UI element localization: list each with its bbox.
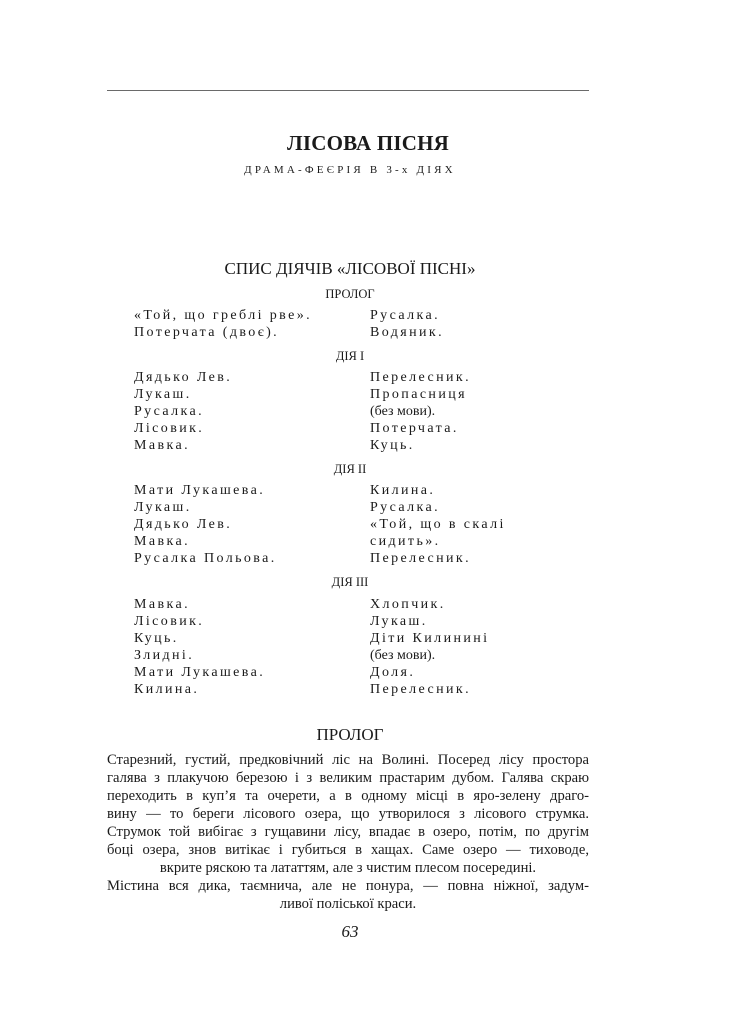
cast-left: Мавка.: [134, 597, 190, 612]
prologue-heading: ПРОЛОГ: [316, 725, 384, 744]
cast-list-act-3: [134, 596, 554, 698]
cast-left: Мавка.: [134, 534, 190, 549]
cast-row: [134, 630, 554, 647]
cast-row: [134, 420, 554, 437]
prose-line: ливої поліської краси.: [279, 896, 417, 912]
cast-right: Доля.: [370, 665, 416, 680]
act-heading-3: ДІЯ ІІІ: [331, 575, 369, 589]
cast-left: Лукаш.: [134, 500, 192, 515]
cast-row: [134, 647, 554, 664]
cast-left: Лукаш.: [134, 387, 192, 402]
cast-row: [134, 482, 554, 499]
cast-left: Дядько Лев.: [134, 370, 233, 385]
cast-row: [134, 369, 554, 386]
cast-left: Лісовик.: [134, 421, 205, 436]
prose-line: Містина вся дика, таємнича, але не понура, — повна ніжної, задум-: [107, 878, 589, 894]
cast-row: [134, 550, 554, 567]
page-number: 63: [341, 922, 359, 941]
header-rule: [107, 90, 589, 91]
cast-list-act-1: [134, 369, 554, 454]
cast-right: Килина.: [370, 483, 436, 498]
act-heading-2: ДІЯ ІІ: [333, 462, 367, 476]
cast-left: Куць.: [134, 631, 179, 646]
cast-row: [134, 664, 554, 681]
cast-row: [134, 681, 554, 698]
cast-left: Килина.: [134, 682, 200, 697]
cast-list-act-2: [134, 482, 554, 567]
cast-right: Водяник.: [370, 325, 444, 340]
prose-line: Старезний, густий, предковічний ліс на Волині. Посеред лісу простора: [107, 752, 589, 768]
cast-row: [134, 499, 554, 516]
cast-row: [134, 307, 554, 324]
cast-row: [134, 403, 554, 420]
act-heading-prologue: ПРОЛОГ: [325, 287, 375, 301]
prose-line: вину — то береги лісового озера, що утворилося з лісового струмка.: [107, 806, 589, 822]
cast-row: [134, 386, 554, 403]
cast-left: Мавка.: [134, 438, 190, 453]
cast-right: (без мови).: [370, 404, 436, 419]
cast-row: [134, 613, 554, 630]
cast-right: Русалка.: [370, 308, 440, 323]
prose-line: галява з плакучою березою і з великим прастарим дубом. Галява скраю: [107, 770, 589, 786]
cast-row: [134, 596, 554, 613]
cast-row: [134, 324, 554, 341]
cast-left: Потерчата (двоє).: [134, 325, 280, 340]
prose-line: Струмок той вибігає з гущавини лісу, впадає в озеро, потім, по другім: [107, 824, 589, 840]
prose-line: переходить в куп’я та очерети, а в одному місці в яро-зелену драго-: [107, 788, 589, 804]
play-subtitle: ДРАМА-ФЕЄРІЯ В 3-х ДІЯХ: [244, 164, 456, 176]
cast-list-heading: СПИС ДІЯЧІВ «ЛІСОВОЇ ПІСНІ»: [224, 259, 476, 278]
cast-right: сидить».: [370, 534, 441, 549]
play-title: ЛІСОВА ПІСНЯ: [287, 131, 449, 155]
cast-left: Мати Лукашева.: [134, 483, 266, 498]
cast-right: Хлопчик.: [370, 597, 446, 612]
cast-right: Перелесник.: [370, 370, 471, 385]
cast-left: «Той, що греблі рве».: [134, 308, 313, 323]
cast-right: Діти Килинині: [370, 631, 490, 646]
cast-left: Дядько Лев.: [134, 517, 233, 532]
cast-list-prologue: [134, 307, 554, 341]
prose-line: вкрите ряскою та лататтям, але з чистим плесом посередині.: [159, 860, 537, 876]
act-heading-1: ДІЯ І: [335, 349, 365, 363]
cast-right: Перелесник.: [370, 682, 471, 697]
cast-left: Лісовик.: [134, 614, 205, 629]
cast-right: «Той, що в скалі: [370, 517, 506, 532]
cast-right: Перелесник.: [370, 551, 471, 566]
cast-right: Потерчата.: [370, 421, 459, 436]
cast-left: Русалка.: [134, 404, 204, 419]
cast-right: (без мови).: [370, 648, 436, 663]
cast-right: Русалка.: [370, 500, 440, 515]
prose-line: боці озера, знов витікає і губиться в хащах. Саме озеро — тиховоде,: [107, 842, 589, 858]
cast-left: Злидні.: [134, 648, 195, 663]
prologue-text: [107, 751, 589, 913]
cast-row: [134, 533, 554, 550]
cast-left: Русалка Польова.: [134, 551, 277, 566]
cast-right: Пропасниця: [370, 387, 467, 402]
cast-row: [134, 437, 554, 454]
cast-row: [134, 516, 554, 533]
cast-right: Лукаш.: [370, 614, 428, 629]
cast-right: Куць.: [370, 438, 415, 453]
cast-left: Мати Лукашева.: [134, 665, 266, 680]
